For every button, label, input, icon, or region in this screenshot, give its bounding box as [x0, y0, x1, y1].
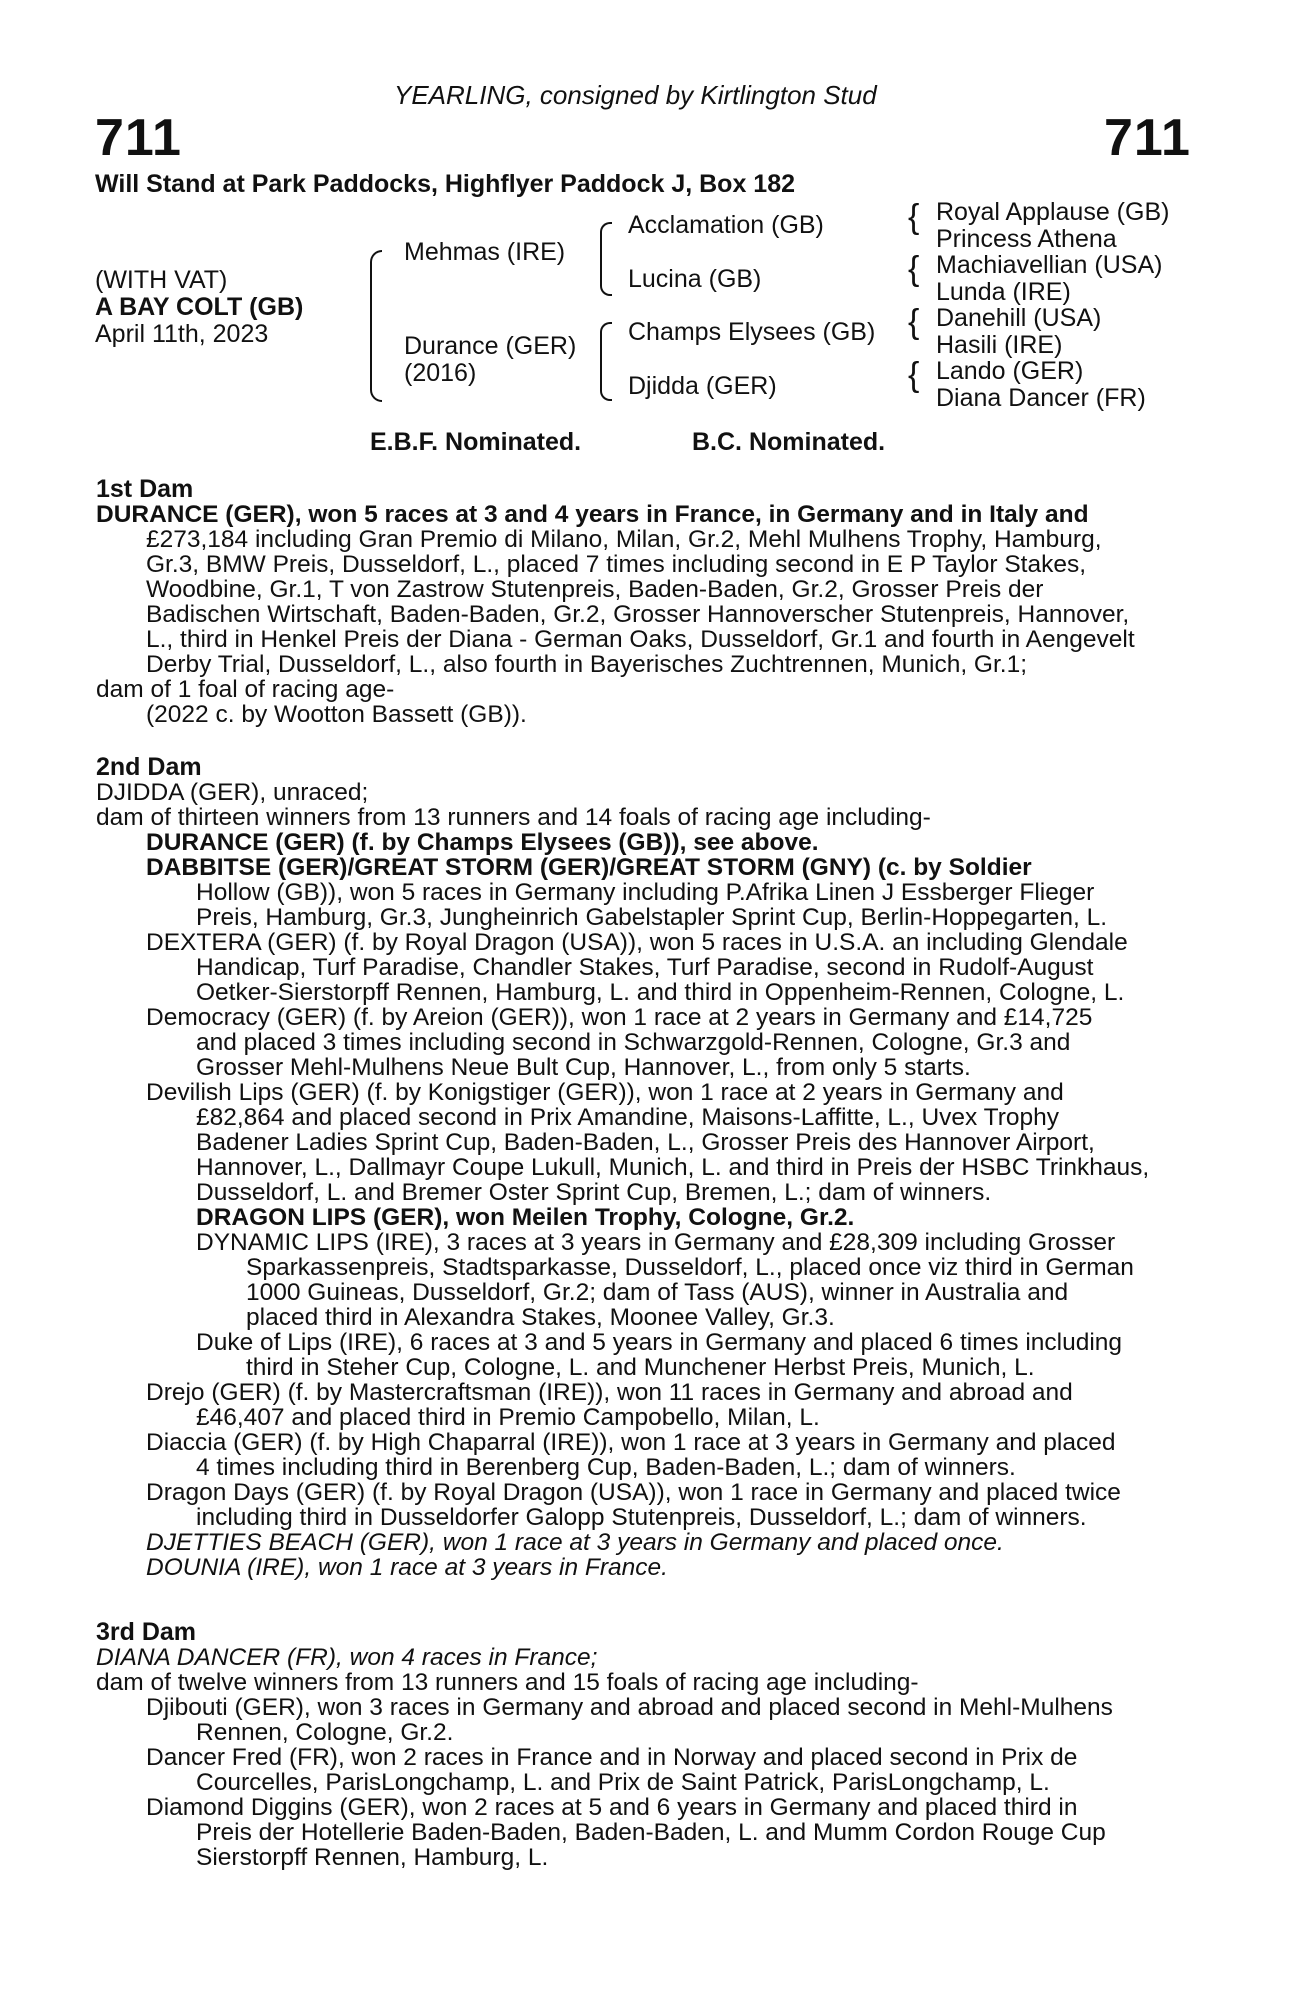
pedigree-dam: Durance (GER): [404, 332, 577, 360]
third-dam-line: Sierstorpff Rennen, Hamburg, L.: [196, 1844, 549, 1871]
pedigree-dds: Lando (GER): [936, 357, 1084, 385]
first-dam-line: Derby Trial, Dusseldorf, L., also fourth in Bayerisches Zuchtrennen, Munich, Gr.1;: [146, 651, 1028, 678]
lot-number-left: 711: [95, 109, 182, 167]
pedigree-brace-dam: [600, 322, 612, 401]
third-dam-section: [96, 1620, 1196, 1870]
pedigree-sss: Royal Applause (GB): [936, 198, 1170, 226]
third-dam-line: Diamond Diggins (GER), won 2 races at 5 and 6 years in Germany and placed third in: [146, 1794, 1078, 1821]
second-dam-line: Hollow (GB)), won 5 races in Germany including P.Afrika Linen J Essberger Flieger: [196, 879, 1095, 906]
second-dam-line: £82,864 and placed second in Prix Amandine, Maisons-Laffitte, L., Uvex Trophy: [196, 1104, 1060, 1131]
second-dam-line: Sparkassenpreis, Stadtsparkasse, Dusseldorf, L., placed once viz third in German: [246, 1254, 1134, 1281]
second-dam-line: Handicap, Turf Paradise, Chandler Stakes, Turf Paradise, second in Rudolf-August: [196, 954, 1094, 981]
second-dam-line: 1000 Guineas, Dusseldorf, Gr.2; dam of Tass (AUS), winner in Australia and: [246, 1279, 1069, 1306]
pedigree-sds: Machiavellian (USA): [936, 251, 1163, 279]
second-dam-line: third in Steher Cup, Cologne, L. and Munchener Herbst Preis, Munich, L.: [246, 1354, 1035, 1381]
pedigree-brace-g3-3: {: [908, 303, 920, 341]
pedigree-dam-sire: Champs Elysees (GB): [628, 318, 876, 346]
pedigree-brace-sire: [600, 222, 612, 296]
pedigree-dsd: Hasili (IRE): [936, 331, 1063, 359]
vat-label: (WITH VAT): [95, 266, 228, 294]
second-dam-line: placed third in Alexandra Stakes, Moonee Valley, Gr.3.: [246, 1304, 835, 1331]
second-dam-line: Preis, Hamburg, Gr.3, Jungheinrich Gabelstapler Sprint Cup, Berlin-Hoppegarten, L.: [196, 904, 1108, 931]
second-dam-line: Grosser Mehl-Mulhens Neue Bult Cup, Hannover, L., from only 5 starts.: [196, 1054, 971, 1081]
lot-number-right: 711: [1104, 109, 1191, 167]
second-dam-line: including third in Dusseldorfer Galopp Stutenpreis, Dusseldorf, L.; dam of winners.: [196, 1504, 1087, 1531]
pedigree-sdd: Lunda (IRE): [936, 278, 1071, 306]
third-dam-line: Djibouti (GER), won 3 races in Germany and abroad and placed second in Mehl-Mulhens: [146, 1694, 1113, 1721]
first-dam-title: 1st Dam: [96, 475, 194, 503]
second-dam-line: Badener Ladies Sprint Cup, Baden-Baden, L., Grosser Preis des Hannover Airport,: [196, 1129, 1095, 1156]
second-dam-title: 2nd Dam: [96, 753, 202, 781]
pedigree-sire-sire: Acclamation (GB): [628, 211, 824, 239]
second-dam-line: DRAGON LIPS (GER), won Meilen Trophy, Cologne, Gr.2.: [196, 1204, 855, 1231]
first-dam-line: Woodbine, Gr.1, T von Zastrow Stutenpreis, Baden-Baden, Gr.2, Grosser Preis der: [146, 576, 1044, 603]
second-dam-line: DJIDDA (GER), unraced;: [96, 779, 369, 806]
first-dam-line: L., third in Henkel Preis der Diana - German Oaks, Dusseldorf, Gr.1 and fourth in Aengevelt: [146, 626, 1135, 653]
second-dam-line: DURANCE (GER) (f. by Champs Elysees (GB)), see above.: [146, 829, 819, 856]
third-dam-line: Rennen, Cologne, Gr.2.: [196, 1719, 454, 1746]
location-line: Will Stand at Park Paddocks, Highflyer Paddock J, Box 182: [95, 170, 795, 198]
pedigree-ssd: Princess Athena: [936, 225, 1117, 253]
first-dam-line: £273,184 including Gran Premio di Milano, Milan, Gr.2, Mehl Mulhens Trophy, Hamburg,: [146, 526, 1102, 553]
second-dam-line: dam of thirteen winners from 13 runners and 14 foals of racing age including-: [96, 804, 931, 831]
pedigree-brace-g3-4: {: [908, 356, 920, 394]
third-dam-line: Preis der Hotellerie Baden-Baden, Baden-Baden, L. and Mumm Cordon Rouge Cup: [196, 1819, 1106, 1846]
horse-name: A BAY COLT (GB): [95, 293, 304, 321]
first-dam-line: DURANCE (GER), won 5 races at 3 and 4 years in France, in Germany and in Italy and: [96, 501, 1089, 528]
pedigree-dss: Danehill (USA): [936, 304, 1102, 332]
second-dam-line: £46,407 and placed third in Premio Campobello, Milan, L.: [196, 1404, 820, 1431]
pedigree-ddd: Diana Dancer (FR): [936, 384, 1146, 412]
second-dam-line: Diaccia (GER) (f. by High Chaparral (IRE)), won 1 race at 3 years in Germany and placed: [146, 1429, 1116, 1456]
pedigree-sire: Mehmas (IRE): [404, 238, 566, 266]
consignor-line: YEARLING, consigned by Kirtlington Stud: [394, 80, 877, 110]
second-dam-line: DEXTERA (GER) (f. by Royal Dragon (USA)), won 5 races in U.S.A. an including Glendale: [146, 929, 1128, 956]
pedigree-brace-g3-2: {: [908, 250, 920, 288]
pedigree-brace-g3-1: {: [908, 198, 920, 236]
pedigree-sire-dam: Lucina (GB): [628, 265, 762, 293]
third-dam-line: Courcelles, ParisLongchamp, L. and Prix de Saint Patrick, ParisLongchamp, L.: [196, 1769, 1050, 1796]
third-dam-line: Dancer Fred (FR), won 2 races in France and in Norway and placed second in Prix de: [146, 1744, 1078, 1771]
first-dam-line: Badischen Wirtschaft, Baden-Baden, Gr.2, Grosser Hannoverscher Stutenpreis, Hannover,: [146, 601, 1130, 628]
second-dam-line: and placed 3 times including second in Schwarzgold-Rennen, Cologne, Gr.3 and: [196, 1029, 1071, 1056]
bc-nomination: B.C. Nominated.: [692, 428, 886, 456]
ebf-nomination: E.B.F. Nominated.: [370, 428, 582, 456]
second-dam-line: Drejo (GER) (f. by Mastercraftsman (IRE)), won 11 races in Germany and abroad and: [146, 1379, 1073, 1406]
second-dam-line: Democracy (GER) (f. by Areion (GER)), won 1 race at 2 years in Germany and £14,725: [146, 1004, 1093, 1031]
second-dam-section: [96, 755, 1196, 1580]
second-dam-line: Duke of Lips (IRE), 6 races at 3 and 5 years in Germany and placed 6 times including: [196, 1329, 1123, 1356]
second-dam-line: Hannover, L., Dallmayr Coupe Lukull, Munich, L. and third in Preis der HSBC Trinkhaus,: [196, 1154, 1150, 1181]
pedigree-brace-main: [370, 250, 382, 402]
third-dam-line: dam of twelve winners from 13 runners and 15 foals of racing age including-: [96, 1669, 919, 1696]
first-dam-line: (2022 c. by Wootton Bassett (GB)).: [146, 701, 527, 728]
second-dam-line: DYNAMIC LIPS (IRE), 3 races at 3 years in Germany and £28,309 including Grosser: [196, 1229, 1116, 1256]
first-dam-section: [96, 477, 1196, 727]
second-dam-line: Dusseldorf, L. and Bremer Oster Sprint Cup, Bremen, L.; dam of winners.: [196, 1179, 992, 1206]
first-dam-line: Gr.3, BMW Preis, Dusseldorf, L., placed 7 times including second in E P Taylor Stakes,: [146, 551, 1087, 578]
second-dam-line: DOUNIA (IRE), won 1 race at 3 years in France.: [146, 1554, 668, 1581]
second-dam-line: DJETTIES BEACH (GER), won 1 race at 3 years in Germany and placed once.: [146, 1529, 1004, 1556]
pedigree-dam-dam: Djidda (GER): [628, 372, 777, 400]
third-dam-title: 3rd Dam: [96, 1618, 197, 1646]
second-dam-line: Dragon Days (GER) (f. by Royal Dragon (USA)), won 1 race in Germany and placed twice: [146, 1479, 1121, 1506]
third-dam-line: DIANA DANCER (FR), won 4 races in France;: [96, 1644, 598, 1671]
horse-dob: April 11th, 2023: [95, 320, 269, 348]
second-dam-line: Devilish Lips (GER) (f. by Konigstiger (GER)), won 1 race at 2 years in Germany and: [146, 1079, 1064, 1106]
second-dam-line: Oetker-Sierstorpff Rennen, Hamburg, L. and third in Oppenheim-Rennen, Cologne, L.: [196, 979, 1125, 1006]
second-dam-line: 4 times including third in Berenberg Cup, Baden-Baden, L.; dam of winners.: [196, 1454, 1016, 1481]
second-dam-line: DABBITSE (GER)/GREAT STORM (GER)/GREAT STORM (GNY) (c. by Soldier: [146, 854, 1032, 881]
first-dam-line: dam of 1 foal of racing age-: [96, 676, 395, 703]
pedigree-dam-year: (2016): [404, 359, 477, 387]
